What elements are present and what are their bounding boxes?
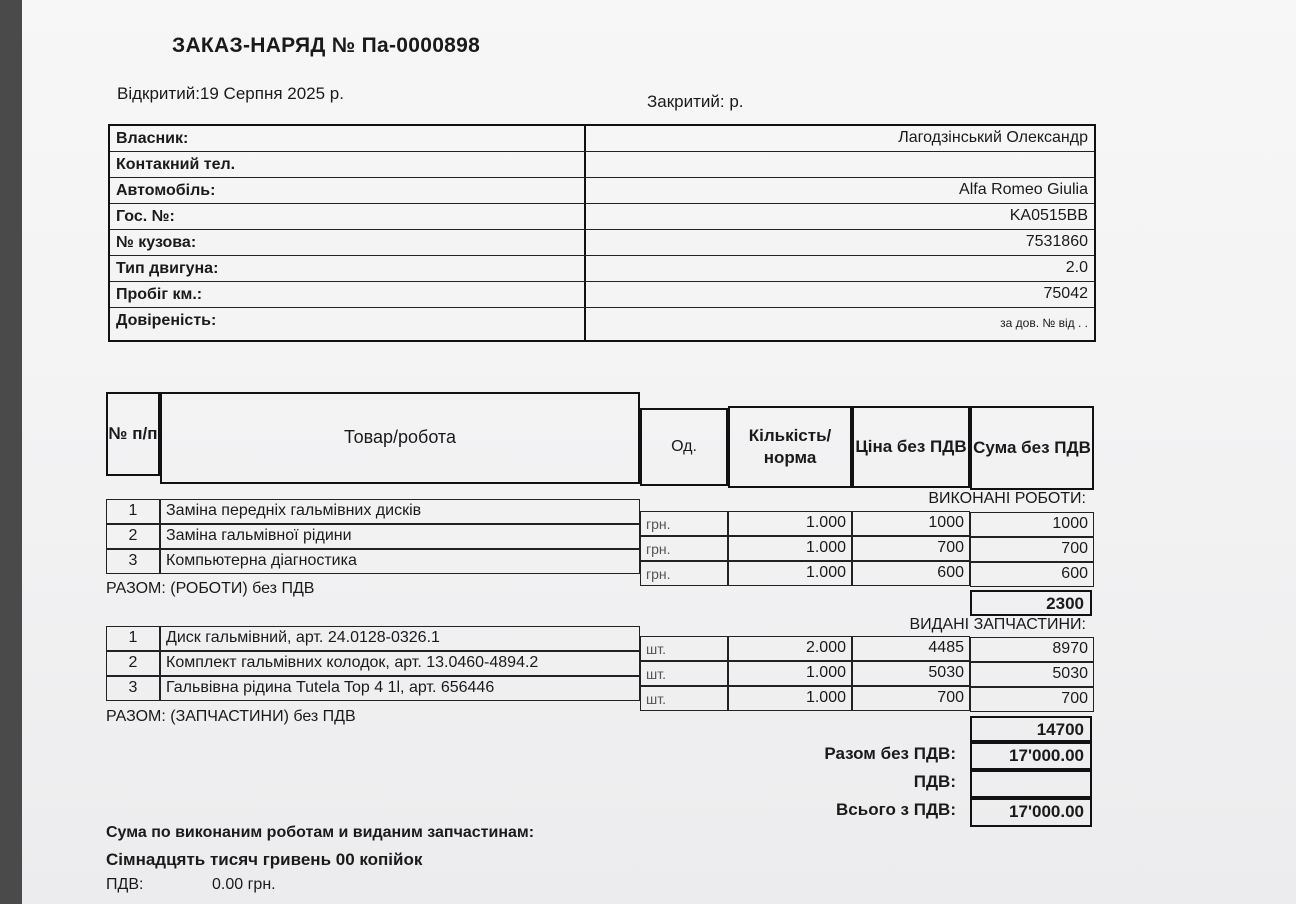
info-value: 7531860 xyxy=(1025,233,1088,250)
footer-vat-label: ПДВ: xyxy=(106,876,144,893)
footer-vat-value: 0.00 грн. xyxy=(212,876,276,893)
row-unit: шт. xyxy=(640,636,728,661)
info-row-vin xyxy=(110,230,1094,256)
row-unit: грн. xyxy=(640,511,728,536)
row-item: Компьютерна діагностика xyxy=(160,549,640,574)
row-unit: шт. xyxy=(640,686,728,711)
info-row-plate xyxy=(110,204,1094,230)
row-unit: шт. xyxy=(640,661,728,686)
total-with-vat-label: Всього з ПДВ: xyxy=(836,800,956,819)
info-value: Alfa Romeo Giulia xyxy=(959,181,1088,198)
row-sum: 5030 xyxy=(970,662,1094,687)
row-item: Заміна передніх гальмівних дисків xyxy=(160,499,640,524)
header-price: Ціна без ПДВ xyxy=(852,406,970,488)
row-item: Гальвівна рідина Tutela Top 4 1l, арт. 656446 xyxy=(160,676,640,701)
row-number: 1 xyxy=(106,499,160,524)
row-qty: 1.000 xyxy=(728,661,852,686)
parts-section-label: ВИДАНІ ЗАПЧАСТИНИ: xyxy=(909,616,1086,633)
info-value: 2.0 xyxy=(1065,259,1088,276)
header-number: № п/п xyxy=(106,392,160,476)
info-value: 75042 xyxy=(1043,285,1088,302)
info-label: Тип двигуна: xyxy=(116,260,219,277)
works-total-label: РАЗОМ: (РОБОТИ) без ПДВ xyxy=(106,580,315,597)
row-price: 1000 xyxy=(852,511,970,536)
info-label: № кузова: xyxy=(116,234,197,251)
row-qty: 1.000 xyxy=(728,536,852,561)
row-price: 5030 xyxy=(852,661,970,686)
row-sum: 700 xyxy=(970,687,1094,712)
row-price: 700 xyxy=(852,536,970,561)
info-value: KA0515BB xyxy=(1009,207,1088,224)
info-row-car xyxy=(110,178,1094,204)
info-label: Власник: xyxy=(116,130,189,147)
header-sum: Сума без ПДВ xyxy=(970,406,1094,490)
info-value: Лагодзінський Олександр xyxy=(898,129,1088,146)
document-title: ЗАКАЗ-НАРЯД № Па-0000898 xyxy=(172,34,481,57)
row-qty: 1.000 xyxy=(728,561,852,586)
works-total-value: 2300 xyxy=(970,590,1092,616)
info-row-owner xyxy=(110,126,1094,152)
header-item: Товар/робота xyxy=(160,392,640,484)
vehicle-info-box xyxy=(108,124,1096,342)
parts-total-label: РАЗОМ: (ЗАПЧАСТИНИ) без ПДВ xyxy=(106,708,356,725)
row-number: 3 xyxy=(106,549,160,574)
info-row-phone xyxy=(110,152,1094,178)
info-label: Довіреність: xyxy=(116,312,217,329)
row-item: Заміна гальмівної рідини xyxy=(160,524,640,549)
total-with-vat-value: 17'000.00 xyxy=(970,798,1092,827)
info-label: Контакний тел. xyxy=(116,156,236,173)
footer-sum-words: Сімнадцять тисяч гривень 00 копійок xyxy=(106,850,423,869)
row-unit: грн. xyxy=(640,536,728,561)
row-qty: 1.000 xyxy=(728,511,852,536)
sum-without-vat-label: Разом без ПДВ: xyxy=(824,744,956,763)
info-value: за дов. № від . . xyxy=(1000,316,1088,330)
row-number: 1 xyxy=(106,626,160,651)
row-number: 2 xyxy=(106,524,160,549)
row-price: 700 xyxy=(852,686,970,711)
row-number: 2 xyxy=(106,651,160,676)
row-sum: 8970 xyxy=(970,637,1094,662)
row-price: 600 xyxy=(852,561,970,586)
row-sum: 700 xyxy=(970,537,1094,562)
header-unit: Од. xyxy=(640,408,728,486)
row-item: Диск гальмівний, арт. 24.0128-0326.1 xyxy=(160,626,640,651)
info-label: Автомобіль: xyxy=(116,182,216,199)
info-label: Пробіг км.: xyxy=(116,286,203,303)
row-sum: 600 xyxy=(970,562,1094,587)
row-unit: грн. xyxy=(640,561,728,586)
closed-date: Закритий: р. xyxy=(647,92,744,111)
info-label: Гос. №: xyxy=(116,208,175,225)
document-page xyxy=(22,0,1296,904)
sum-without-vat-value: 17'000.00 xyxy=(970,742,1092,770)
info-row-engine xyxy=(110,256,1094,282)
row-qty: 1.000 xyxy=(728,686,852,711)
opened-date: Відкритий:19 Серпня 2025 р. xyxy=(117,84,344,103)
works-section-label: ВИКОНАНІ РОБОТИ: xyxy=(928,490,1086,507)
info-row-proxy xyxy=(110,308,1094,333)
vat-value xyxy=(970,770,1092,798)
footer-sum-caption: Сума по виконаним роботам и виданим запчастинам: xyxy=(106,824,535,841)
info-row-mileage xyxy=(110,282,1094,308)
row-number: 3 xyxy=(106,676,160,701)
row-qty: 2.000 xyxy=(728,636,852,661)
row-item: Комплект гальмівних колодок, арт. 13.0460-4894.2 xyxy=(160,651,640,676)
vat-label: ПДВ: xyxy=(913,772,956,791)
parts-total-value: 14700 xyxy=(970,716,1092,742)
header-quantity: Кількість/ норма xyxy=(728,406,852,488)
row-sum: 1000 xyxy=(970,512,1094,537)
row-price: 4485 xyxy=(852,636,970,661)
